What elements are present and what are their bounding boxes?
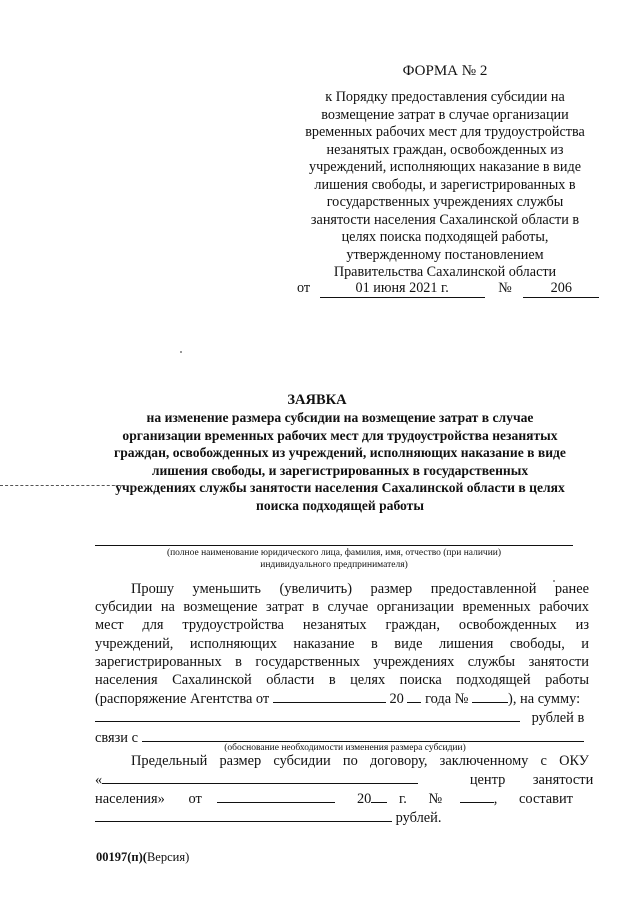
body-line: субсидии на возмещение затрат в случае организации временных рабочих — [95, 599, 589, 616]
order-line: незанятых граждан, освобожденных из — [326, 141, 564, 158]
order-line: учреждений, исполняющих наказание в виде — [308, 159, 581, 175]
form-number-label: ФОРМА № 2 — [402, 63, 488, 79]
contract-number-field[interactable] — [460, 789, 494, 803]
agency-order-year-field[interactable] — [407, 689, 421, 703]
contract-date-field[interactable] — [217, 789, 335, 803]
agency-order-date-field[interactable] — [273, 689, 386, 703]
decree-date: 01 июня 2021 г. — [320, 280, 485, 298]
subject-line: граждан, освобожденных из учреждений, исполняющих наказание в виде — [114, 445, 566, 460]
applicant-name-field[interactable] — [95, 545, 573, 546]
subject-line: лишения свободы, и зарегистрированных в государственных — [151, 462, 529, 478]
body-line: населения» от 20 г. № , составит — [95, 791, 573, 808]
body-line: мест для трудоустройства незанятых граждан, освобожденных из — [95, 617, 589, 634]
order-line: Правительства Сахалинской области — [333, 264, 557, 280]
body-line: (распоряжение Агентства от 20 года № ), на сумму: — [95, 691, 581, 708]
order-line: государственных учреждениях службы — [326, 194, 564, 210]
scan-speck — [180, 351, 182, 353]
subject-line: поиска подходящей работы — [256, 497, 424, 513]
order-reference — [280, 89, 610, 282]
applicant-name-hint: (полное наименование юридического лица, фамилия, имя, отчество (при наличии) индивидуального предпринимателя) — [166, 548, 502, 570]
scan-dashed-line — [0, 485, 125, 486]
order-line: целях поиска подходящей работы, — [341, 229, 549, 245]
body-line: рублей в — [95, 708, 589, 727]
order-line: возмещение затрат в случае организации — [321, 106, 569, 123]
body-line: населения Сахалинской области в целях поиска подходящей работы — [95, 672, 589, 689]
document-code: 00197(п)(Версия) — [96, 850, 190, 864]
max-subsidy-amount-field[interactable] — [95, 808, 392, 822]
body-line: Прошу уменьшить (увеличить) размер предоставленной ранее — [131, 581, 589, 597]
decree-date-line — [297, 280, 599, 298]
employment-center-field[interactable] — [102, 770, 418, 784]
body-line: рублей. — [95, 808, 589, 827]
subject-line: на изменение размера субсидии на возмещение затрат в случае — [146, 410, 534, 425]
body-line: связи с — [95, 728, 589, 747]
body-line: Предельный размер субсидии по договору, заключенному с ОКУ — [131, 752, 589, 769]
subject-line: организации временных рабочих мест для трудоустройства незанятых — [122, 427, 558, 443]
body-line: учреждений, исполняющих наказание в виде лишения свободы, и — [95, 635, 589, 652]
order-line: занятости населения Сахалинской области в — [310, 211, 580, 228]
request-body — [95, 580, 594, 828]
decree-number: 206 — [523, 280, 599, 298]
body-line: зарегистрированных в государственных учреждениях службы занятости — [95, 653, 589, 670]
document-subject — [80, 409, 600, 514]
body-line: « центр занятости — [95, 772, 594, 789]
order-line: утвержденному постановлением — [346, 246, 544, 263]
subsidy-amount-field[interactable] — [95, 708, 520, 722]
number-prefix: № — [498, 280, 512, 296]
date-prefix: от — [297, 280, 311, 296]
contract-year-field[interactable] — [371, 789, 387, 803]
order-line: лишения свободы, и зарегистрированных в — [314, 176, 576, 193]
reason-field[interactable] — [142, 728, 584, 742]
agency-order-number-field[interactable] — [472, 689, 508, 703]
order-line: временных рабочих мест для трудоустройства — [305, 124, 585, 140]
subject-line: учреждениях службы занятости населения Сахалинской области в целях — [115, 480, 565, 495]
document-title: ЗАЯВКА — [287, 392, 347, 408]
reason-hint: (обоснование необходимости изменения размера субсидии) — [224, 743, 466, 753]
order-line: к Порядку предоставления субсидии на — [325, 89, 565, 105]
